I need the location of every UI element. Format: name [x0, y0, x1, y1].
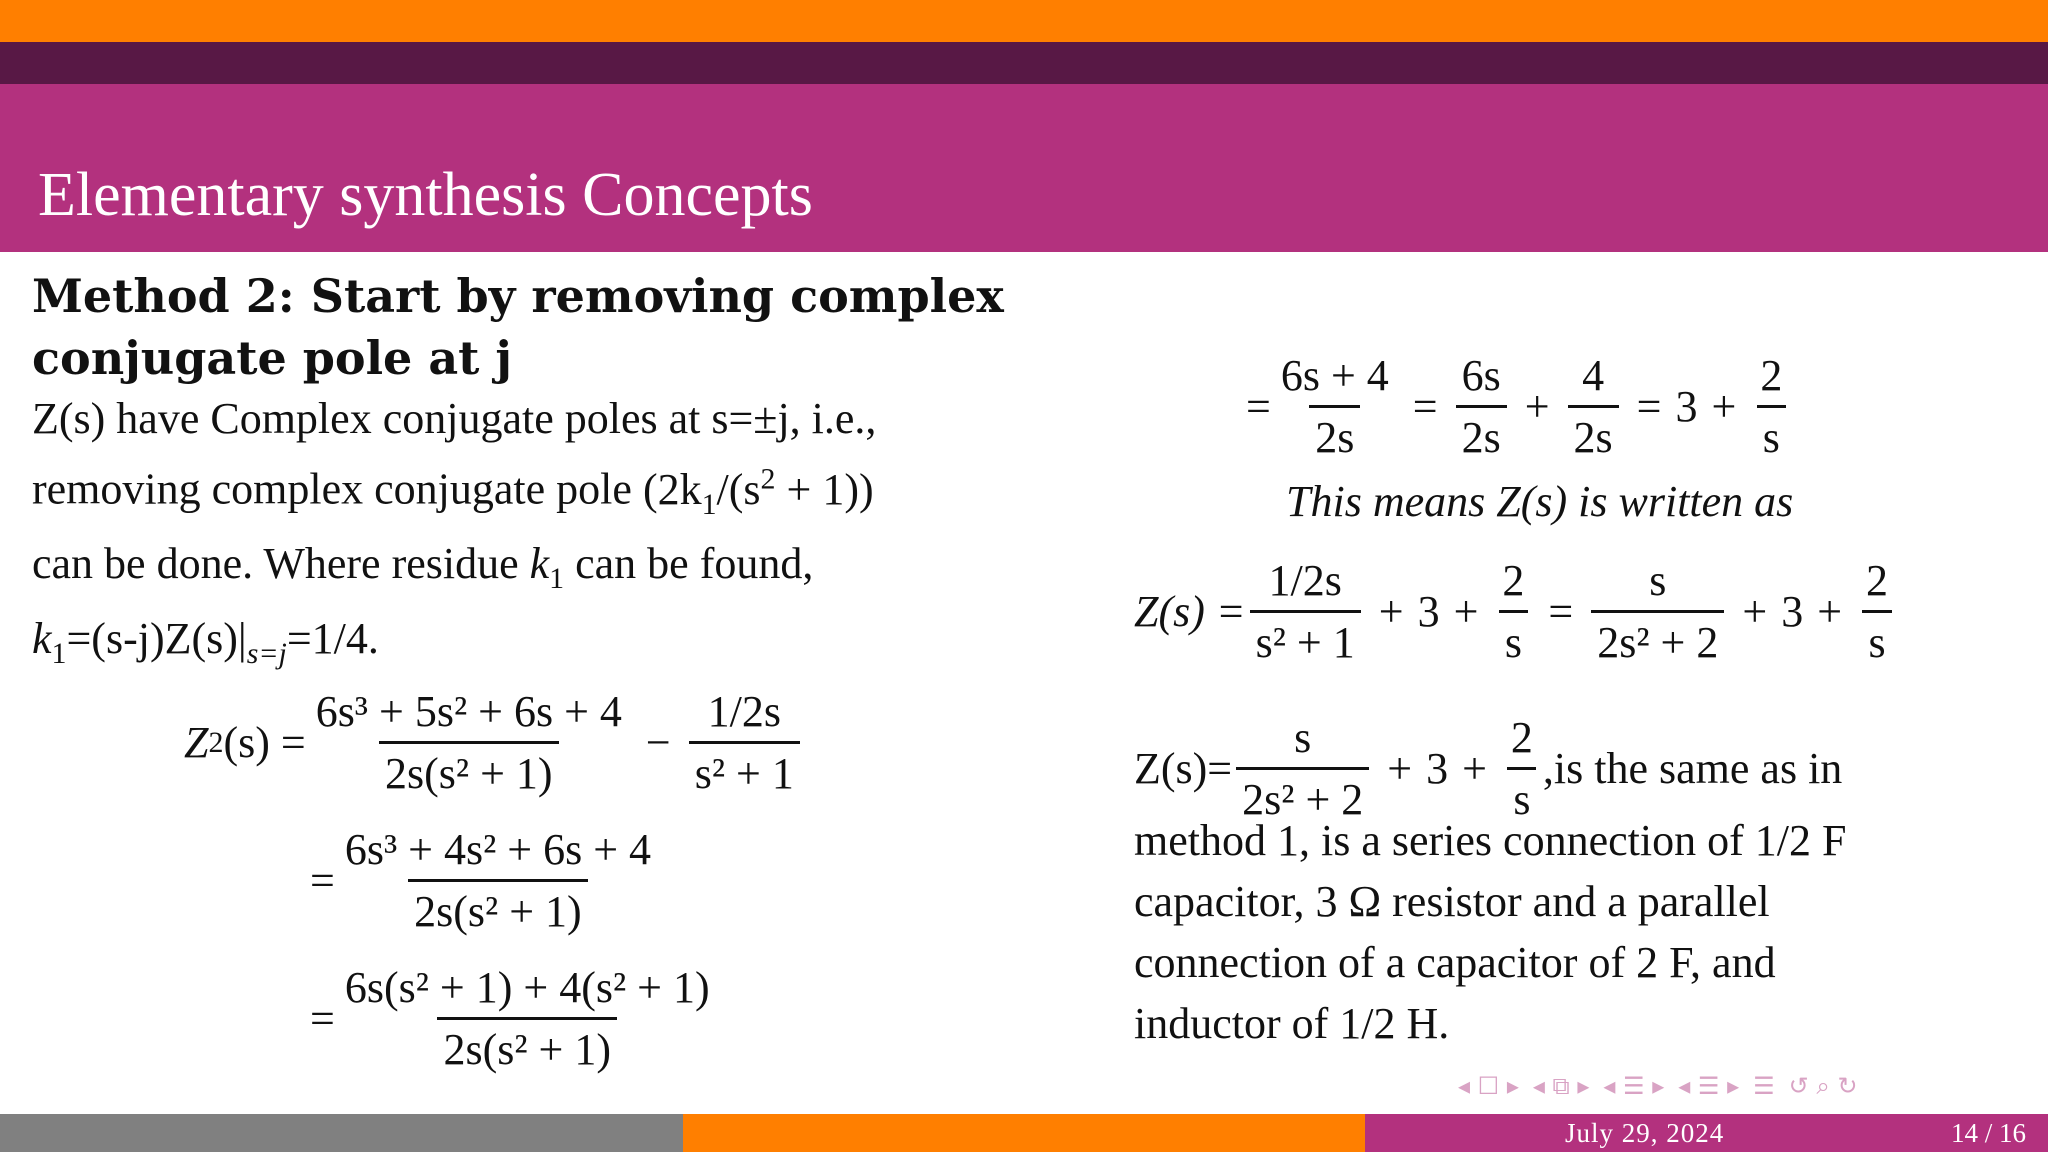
- equals-sign: =: [1412, 382, 1438, 431]
- fraction-4: $\frac{\text{6s(s² + 1) + 4(s² + 1)}}{\text{2s(s² + 1)}}$: [344, 963, 710, 1074]
- r-fraction-3: $\frac{4}{2s}$: [1568, 350, 1619, 463]
- footer-gray-band: [0, 1114, 683, 1152]
- q-fraction-6: $\frac{2}{s}$: [1505, 712, 1539, 825]
- para-line-4: $k_1=(s-j)Z(s)|_{s=j}=1/4$.: [32, 614, 379, 671]
- footer-plum-band: [1365, 1114, 2048, 1152]
- equals-sign: =: [310, 994, 335, 1043]
- fraction-1: $\frac{\text{6s³ + 5s² + 6s + 4}}{\text{2s(s² + 1)}}$: [315, 687, 622, 798]
- plus-sign: +: [1524, 382, 1550, 431]
- footer-date: July 29, 2024: [1565, 1118, 1725, 1148]
- plus-sign: +: [1453, 587, 1479, 636]
- para-line-1: Z(s) have Complex conjugate poles at s=±j, i.e.,: [32, 394, 877, 443]
- nav-search-icon[interactable]: ↺ ⌕ ↻: [1788, 1072, 1858, 1100]
- right-equation-line1: [1246, 350, 1792, 463]
- plus-sign: +: [1817, 587, 1843, 636]
- conclusion-line-1: method 1, is a series connection of 1/2 F: [1134, 816, 1847, 865]
- conclusion-line-3: connection of a capacitor of 2 F, and: [1134, 938, 1776, 987]
- three: 3: [1675, 382, 1698, 431]
- plus-sign: +: [1387, 744, 1413, 793]
- z2-equation-line1: [184, 686, 804, 799]
- nav-subsection-list-icon[interactable]: ◂ ☰ ▸: [1678, 1072, 1740, 1100]
- q-fraction-3: $\frac{s}{\text{2s² + 2}}$: [1591, 555, 1724, 668]
- plus-sign: +: [1462, 744, 1487, 793]
- right-equation-line3: [1134, 712, 1842, 825]
- r-fraction-1: $\frac{6s + 4}{2s}$: [1280, 351, 1389, 462]
- minus-sign: −: [645, 718, 671, 767]
- top-plum-band: [0, 42, 2048, 84]
- plus-sign: +: [1378, 587, 1404, 636]
- footer-page-number: 14 / 16: [1950, 1118, 2026, 1148]
- z2-subscript: 2: [208, 725, 224, 759]
- conclusion-paragraph: [1134, 810, 2034, 1054]
- nav-section-icon[interactable]: ◂ ☰ ▸: [1603, 1072, 1665, 1100]
- intro-paragraph: [32, 389, 1112, 684]
- equals-sign: =: [1548, 587, 1574, 636]
- z2-arg: (s) =: [223, 718, 306, 767]
- nav-toc-icon[interactable]: ☰: [1753, 1072, 1775, 1100]
- slide-title: Elementary synthesis Concepts: [38, 161, 813, 229]
- q-fraction-1: $\frac{1/2s}{\text{s² + 1}}$: [1250, 555, 1361, 668]
- z2-symbol: Z: [184, 718, 209, 767]
- three: 3: [1426, 744, 1449, 793]
- beamer-navigation[interactable]: [1458, 1072, 1858, 1100]
- fraction-2: $\frac{1/2s}{\text{s² + 1}}$: [689, 686, 800, 799]
- method-heading-line2: conjugate pole at j: [32, 331, 513, 385]
- equals-sign: =: [1636, 382, 1662, 431]
- equals-sign: =: [310, 856, 335, 905]
- three: 3: [1417, 587, 1440, 636]
- footer-orange-band: [683, 1114, 1365, 1152]
- zs-label: Z(s) =: [1134, 587, 1246, 636]
- pole-expression: $(2k_1/(s^2 + 1))$: [642, 462, 874, 521]
- left-column: [32, 265, 1112, 684]
- para-line-2-text: removing complex conjugate pole: [32, 464, 643, 514]
- q-fraction-4: $\frac{2}{s}$: [1860, 555, 1894, 668]
- r-fraction-4: $\frac{2}{s}$: [1754, 350, 1788, 463]
- plus-sign: +: [1711, 382, 1737, 431]
- same-as-tail: ,is the same as in: [1542, 744, 1843, 793]
- method-heading: [32, 265, 1112, 389]
- nav-subsection-icon[interactable]: ◂ ⧉ ▸: [1532, 1072, 1590, 1100]
- method-heading-line1: Method 2: Start by removing complex: [32, 269, 1004, 323]
- means-statement: This means Z(s) is written as: [1286, 477, 1794, 526]
- z2-equation-line2: [310, 824, 661, 937]
- right-equation-line2: [1134, 555, 1898, 668]
- plus-sign: +: [1742, 587, 1768, 636]
- conclusion-line-4: inductor of 1/2 H.: [1134, 999, 1450, 1048]
- fraction-3: $\frac{\text{6s³ + 4s² + 6s + 4}}{\text{2s(s² + 1)}}$: [344, 825, 652, 936]
- nav-frame-prev-icon[interactable]: ◂ ☐ ▸: [1458, 1072, 1519, 1100]
- top-orange-band: [0, 0, 2048, 42]
- q-fraction-5: $\frac{s}{\text{2s² + 2}}$: [1236, 712, 1369, 825]
- three: 3: [1781, 587, 1804, 636]
- q-fraction-2: $\frac{2}{s}$: [1496, 555, 1530, 668]
- r-fraction-2: $\frac{6s}{2s}$: [1456, 350, 1507, 463]
- para-line-3: can be done. Where residue $k_1$ can be found,: [32, 539, 814, 596]
- para-line-2: [32, 449, 1112, 534]
- zs-plain-label: Z(s)=: [1134, 744, 1233, 793]
- equals-sign: =: [1246, 382, 1271, 431]
- conclusion-line-2: capacitor, 3 Ω resistor and a parallel: [1134, 877, 1770, 926]
- z2-equation-line3: [310, 962, 720, 1075]
